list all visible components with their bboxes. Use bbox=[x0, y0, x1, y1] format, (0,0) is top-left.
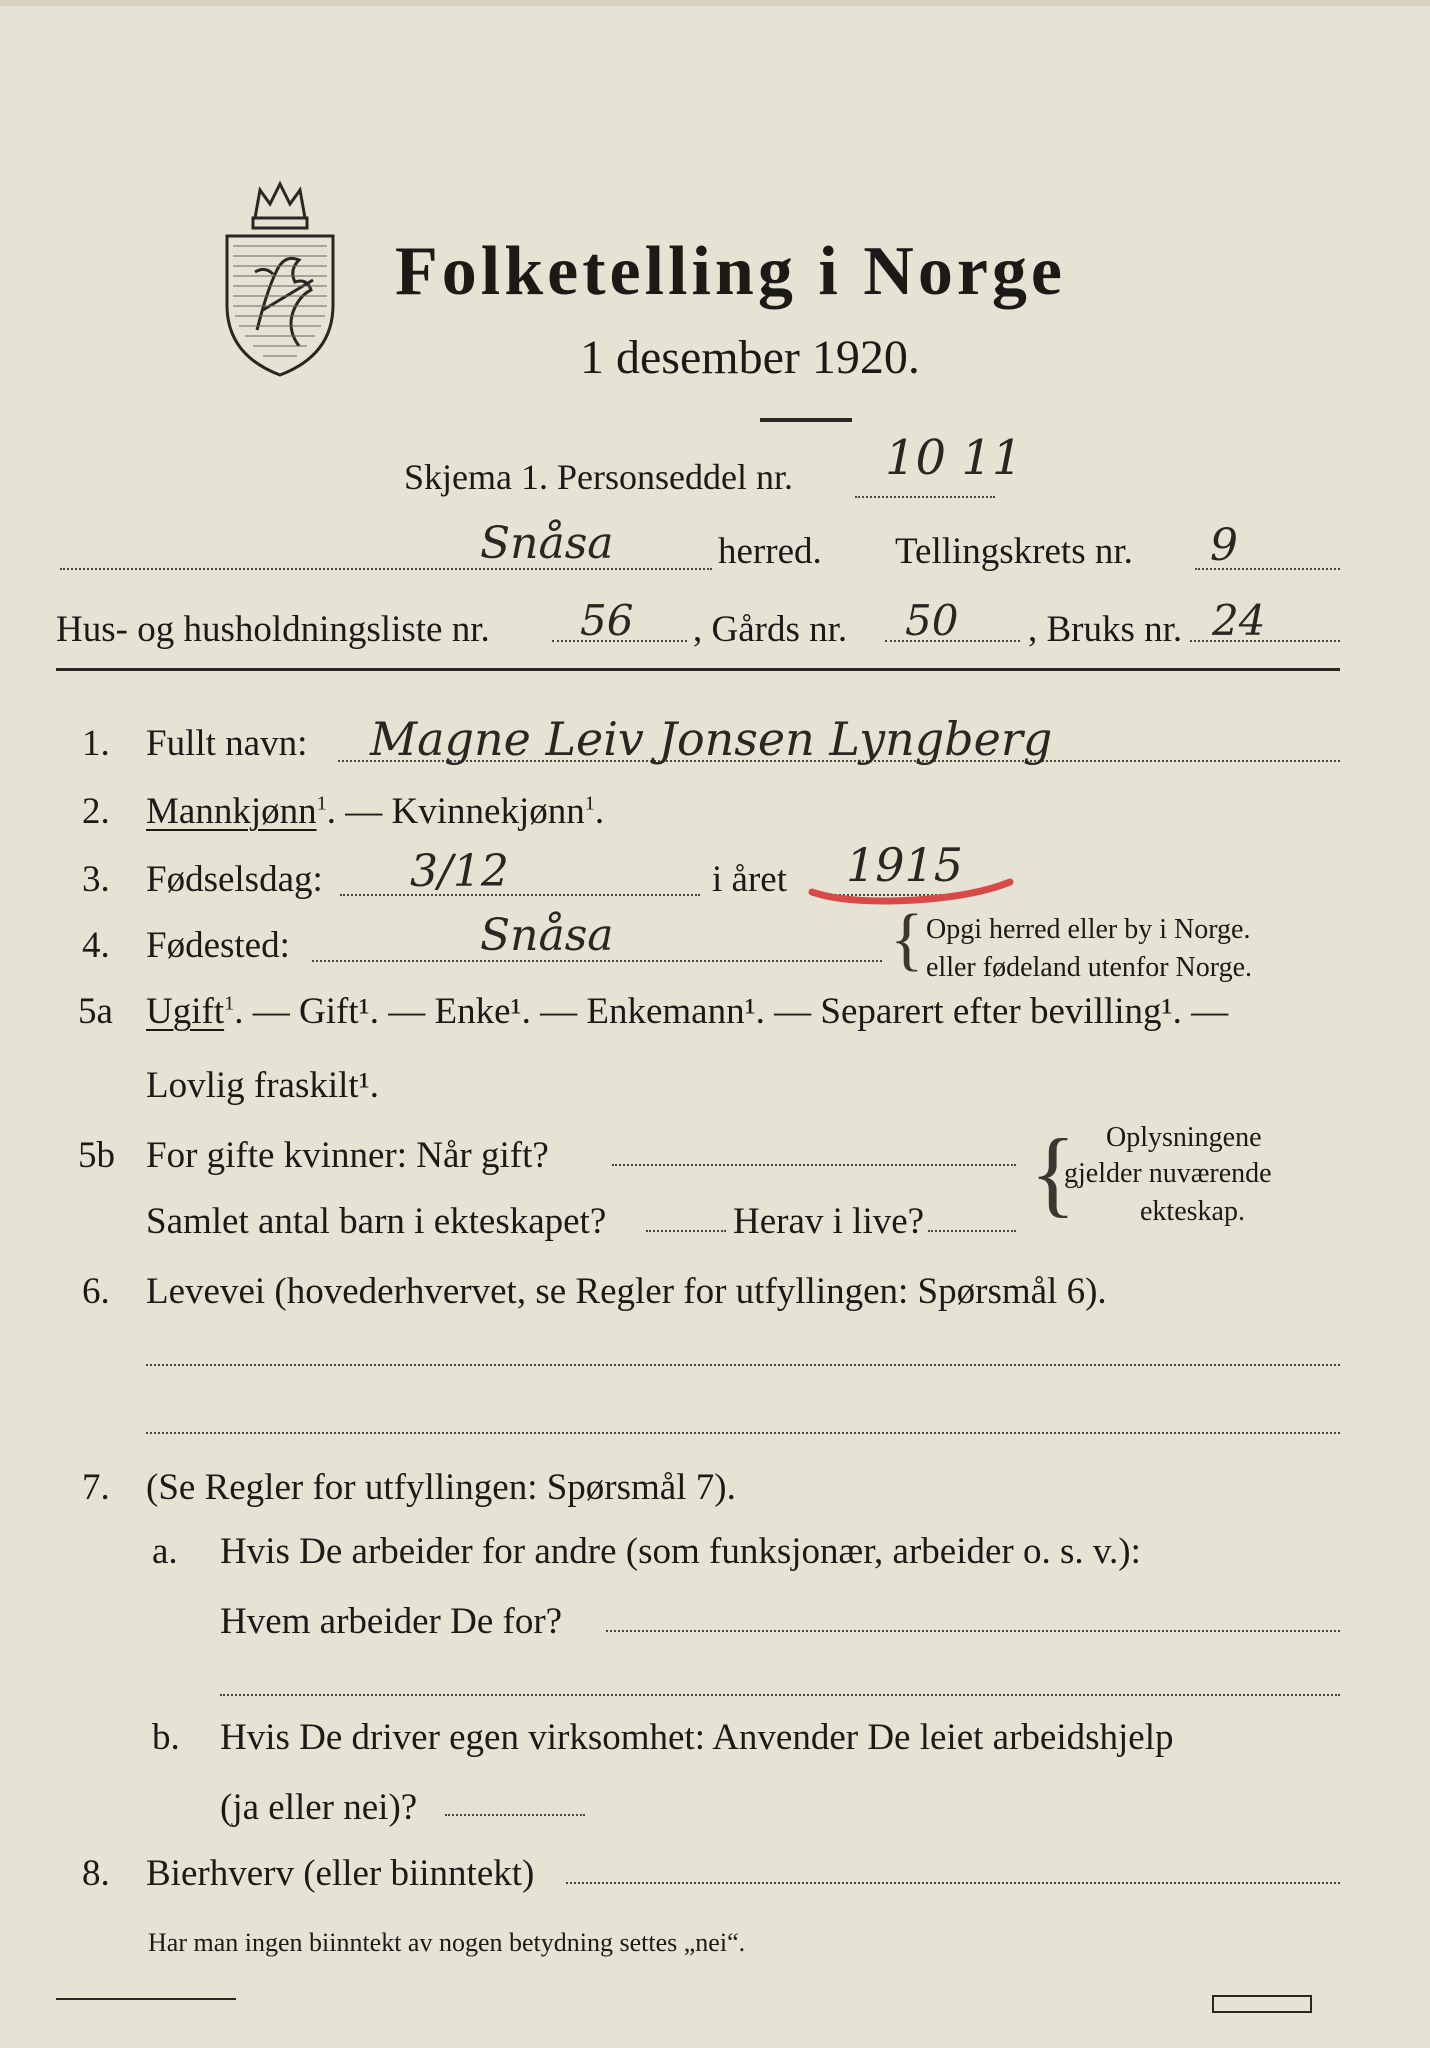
q5a-options bbox=[146, 990, 1228, 1033]
q5b-children-line bbox=[646, 1230, 726, 1232]
q6-answer-line2 bbox=[146, 1432, 1340, 1434]
q2-gender-options bbox=[146, 790, 604, 833]
q7a-employer-line bbox=[606, 1630, 1340, 1632]
q3-birthday-value[interactable]: 3/12 bbox=[410, 846, 509, 897]
title-divider bbox=[760, 418, 852, 422]
coat-of-arms-icon bbox=[215, 170, 345, 385]
q7b-line2: (ja eller nei)? bbox=[220, 1787, 418, 1828]
footer-note: Har man ingen biinntekt av nogen betydning settes „nei“. bbox=[148, 1928, 746, 1957]
herred-value[interactable]: Snåsa bbox=[480, 518, 614, 569]
herred-label: herred. bbox=[718, 531, 822, 572]
person-no-line bbox=[855, 496, 995, 498]
q4-note-line2: eller fødeland utenfor Norge. bbox=[926, 952, 1253, 983]
q7a-line2: Hvem arbeider De for? bbox=[220, 1601, 563, 1642]
q7b-label: Hvis De driver egen virksomhet: Anvender De leiet arbeidshjelp bbox=[220, 1717, 1174, 1758]
q5a-number: 5a bbox=[78, 991, 113, 1032]
q3-birthday-line bbox=[340, 894, 700, 896]
form-date: 1 desember 1920. bbox=[580, 331, 920, 384]
q5b-alive-line bbox=[928, 1230, 1016, 1232]
section-rule bbox=[56, 668, 1340, 671]
q3-year-value[interactable]: 1915 bbox=[846, 838, 964, 892]
q4-number: 4. bbox=[82, 925, 110, 966]
q1-label: Fullt navn: bbox=[146, 723, 308, 764]
q5b-brace: { bbox=[1030, 1119, 1077, 1226]
q5b-note-line3: ekteskap. bbox=[1140, 1196, 1245, 1227]
q5b-note-line2: gjelder nuværende bbox=[1064, 1158, 1272, 1189]
schema-label: Skjema 1. Personseddel nr. bbox=[404, 457, 793, 497]
hus-value[interactable]: 56 bbox=[580, 596, 634, 645]
tellingskrets-label: Tellingskrets nr. bbox=[895, 531, 1133, 572]
q5b-label: For gifte kvinner: Når gift? bbox=[146, 1135, 549, 1176]
q2-female-option[interactable]: Kvinnekjønn bbox=[391, 791, 585, 832]
person-no-value[interactable]: 10 11 bbox=[885, 430, 1023, 486]
q7a-letter: a. bbox=[152, 1531, 178, 1572]
q4-label: Fødested: bbox=[146, 925, 290, 966]
q8-label: Bierhverv (eller biinntekt) bbox=[146, 1853, 535, 1894]
q5a-ugift-option[interactable]: Ugift bbox=[146, 991, 225, 1032]
q5a-line2: Lovlig fraskilt¹. bbox=[146, 1065, 380, 1106]
q4-birthplace-value[interactable]: Snåsa bbox=[480, 910, 614, 961]
q1-fullname-value[interactable]: Magne Leiv Jonsen Lyngberg bbox=[370, 712, 1053, 766]
q5b-note-line1: Oplysningene bbox=[1106, 1122, 1262, 1153]
q2-separator: . — bbox=[326, 791, 392, 832]
bruks-value[interactable]: 24 bbox=[1212, 596, 1266, 645]
q7a-label: Hvis De arbeider for andre (som funksjonær, arbeider o. s. v.): bbox=[220, 1531, 1141, 1572]
q7-label: (Se Regler for utfyllingen: Spørsmål 7). bbox=[146, 1467, 736, 1508]
q8-number: 8. bbox=[82, 1853, 110, 1894]
q3-number: 3. bbox=[82, 859, 110, 900]
footnote-mark: 1 bbox=[584, 792, 595, 815]
q4-brace: { bbox=[890, 901, 924, 978]
q6-answer-line1 bbox=[146, 1364, 1340, 1366]
gards-value[interactable]: 50 bbox=[905, 596, 959, 645]
q5b-children-label: Samlet antal barn i ekteskapet? bbox=[146, 1201, 607, 1242]
q5b-married-line bbox=[612, 1164, 1016, 1166]
footnote-mark: 1 bbox=[316, 792, 327, 815]
q2-end: . bbox=[594, 791, 605, 832]
herred-line bbox=[60, 568, 712, 570]
printer-stamp bbox=[1212, 1995, 1312, 2013]
q2-number: 2. bbox=[82, 791, 110, 832]
q5b-number: 5b bbox=[78, 1135, 115, 1176]
q4-note-line1: Opgi herred eller by i Norge. bbox=[926, 914, 1251, 945]
bruks-label: , Bruks nr. bbox=[1028, 609, 1183, 650]
q7b-answer-line bbox=[445, 1814, 585, 1816]
q5b-alive-label: Herav i live? bbox=[733, 1201, 925, 1242]
q3-label: Fødselsdag: bbox=[146, 859, 323, 900]
q2-male-option[interactable]: Mannkjønn bbox=[146, 791, 317, 832]
q6-number: 6. bbox=[82, 1271, 110, 1312]
hus-label: Hus- og husholdningsliste nr. bbox=[56, 609, 490, 650]
q3-year-label: i året bbox=[712, 859, 787, 900]
gards-label: , Gårds nr. bbox=[693, 609, 848, 650]
tellingskrets-value[interactable]: 9 bbox=[1210, 520, 1238, 571]
q7b-letter: b. bbox=[152, 1717, 180, 1758]
form-title: Folketelling i Norge bbox=[395, 233, 1067, 310]
q7a-extra-line bbox=[220, 1694, 1340, 1696]
q7-number: 7. bbox=[82, 1467, 110, 1508]
q6-label: Levevei (hovederhvervet, se Regler for utfyllingen: Spørsmål 6). bbox=[146, 1271, 1107, 1312]
footnote-mark: 1 bbox=[224, 992, 235, 1015]
q8-line bbox=[566, 1882, 1340, 1884]
footnote-rule bbox=[56, 1998, 236, 2000]
q1-number: 1. bbox=[82, 723, 110, 764]
q5a-other-options: . — Gift¹. — Enke¹. — Enkemann¹. — Separert efter bevilling¹. — bbox=[234, 991, 1229, 1032]
